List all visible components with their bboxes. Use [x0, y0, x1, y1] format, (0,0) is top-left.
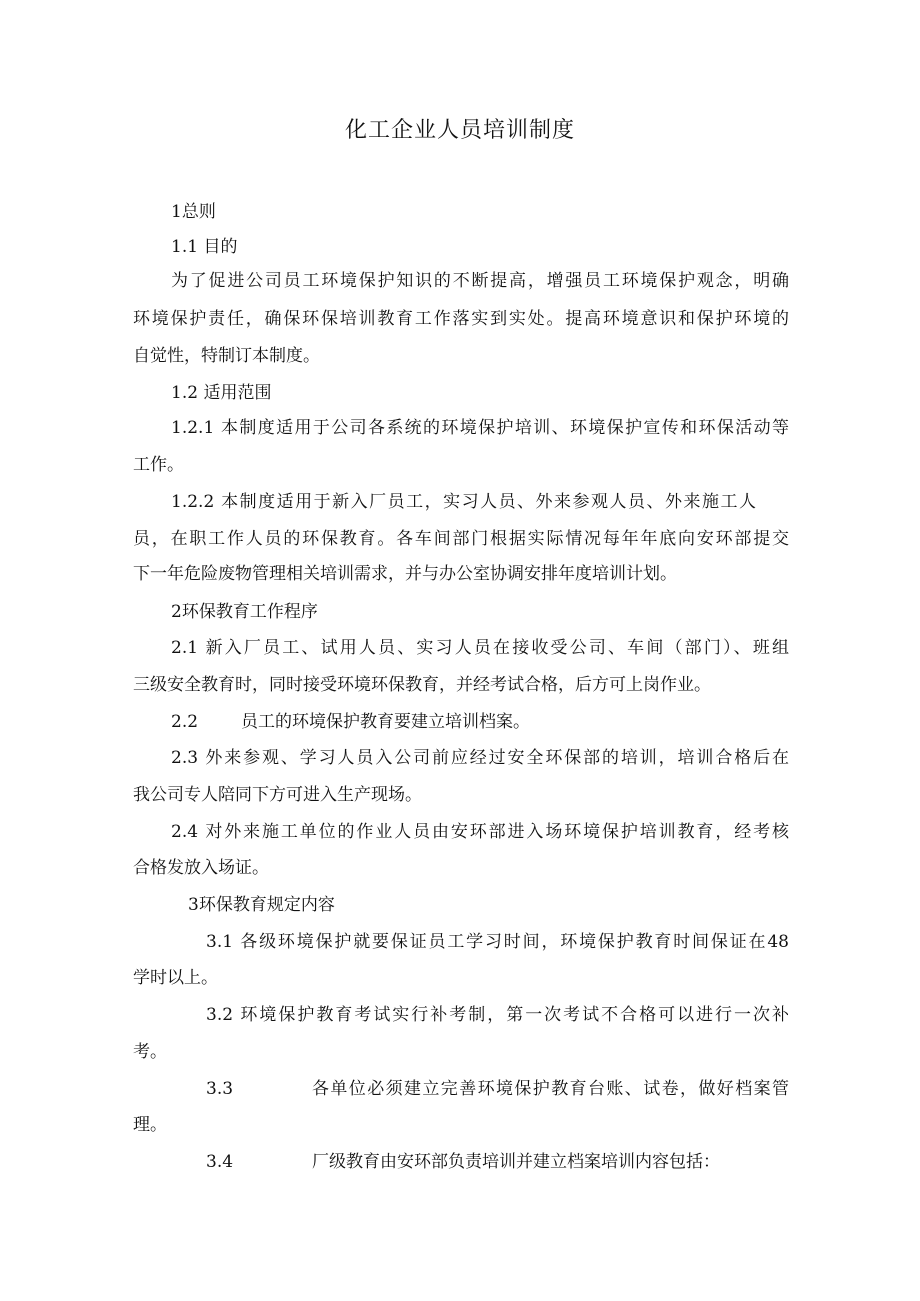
- item-number: 2.2: [171, 712, 199, 732]
- item-number: 3.3: [206, 1079, 234, 1099]
- section-heading-2: 2环保教育工作程序: [171, 602, 318, 622]
- paragraph-line: 2.3 外来参观、学习人员入公司前应经过安全环保部的培训，培训合格后在: [171, 748, 789, 768]
- paragraph-line: 环境保护责任，确保环保培训教育工作落实到实处。提高环境意识和保护环境的: [133, 309, 789, 329]
- item-number: 3.4: [206, 1152, 234, 1172]
- paragraph-line: 理。: [133, 1115, 167, 1135]
- paragraph-line: 2.1 新入厂员工、试用人员、实习人员在接收受公司、车间（部门）、班组: [171, 638, 789, 658]
- paragraph-line: 学时以上。: [133, 968, 218, 988]
- paragraph-line: 下一年危险废物管理相关培训需求，并与办公室协调安排年度培训计划。: [133, 564, 677, 584]
- paragraph-line: 3.1 各级环境保护就要保证员工学习时间，环境保护教育时间保证在48: [206, 932, 789, 952]
- paragraph-line: 自觉性，特制订本制度。: [133, 346, 320, 366]
- paragraph-line: 2.4 对外来施工单位的作业人员由安环部进入场环境保护培训教育，经考核: [171, 822, 789, 842]
- paragraph-line: 员，在职工作人员的环保教育。各车间部门根据实际情况每年年底向安环部提交: [133, 529, 789, 549]
- paragraph-line: 各单位必须建立完善环境保护教育台账、试卷，做好档案管: [312, 1079, 789, 1099]
- document-title: 化工企业人员培训制度: [344, 118, 575, 143]
- paragraph-line: 厂级教育由安环部负责培训并建立档案培训内容包括：: [312, 1152, 720, 1172]
- paragraph-line: 考。: [133, 1042, 167, 1062]
- paragraph-line: 三级安全教育时，同时接受环境环保教育，并经考试合格，后方可上岗作业。: [133, 675, 711, 695]
- section-heading-1: 1总则: [171, 202, 216, 222]
- subsection-heading-1-2: 1.2 适用范围: [171, 383, 272, 403]
- paragraph-line: 工作。: [133, 455, 184, 475]
- paragraph-line: 员工的环境保护教育要建立培训档案。: [241, 712, 530, 732]
- paragraph-line: 我公司专人陪同下方可进入生产现场。: [133, 785, 422, 805]
- subsection-heading-1-1: 1.1 目的: [171, 237, 238, 257]
- paragraph-line: 合格发放入场证。: [133, 858, 269, 878]
- paragraph-line: 3.2 环境保护教育考试实行补考制，第一次考试不合格可以进行一次补: [206, 1005, 789, 1025]
- section-heading-3: 3环保教育规定内容: [188, 895, 335, 915]
- paragraph-line: 为了促进公司员工环境保护知识的不断提高，增强员工环境保护观念，明确: [171, 271, 789, 291]
- paragraph-line: 1.2.2 本制度适用于新入厂员工，实习人员、外来参观人员、外来施工人: [171, 492, 756, 512]
- paragraph-line: 1.2.1 本制度适用于公司各系统的环境保护培训、环境保护宣传和环保活动等: [171, 418, 789, 438]
